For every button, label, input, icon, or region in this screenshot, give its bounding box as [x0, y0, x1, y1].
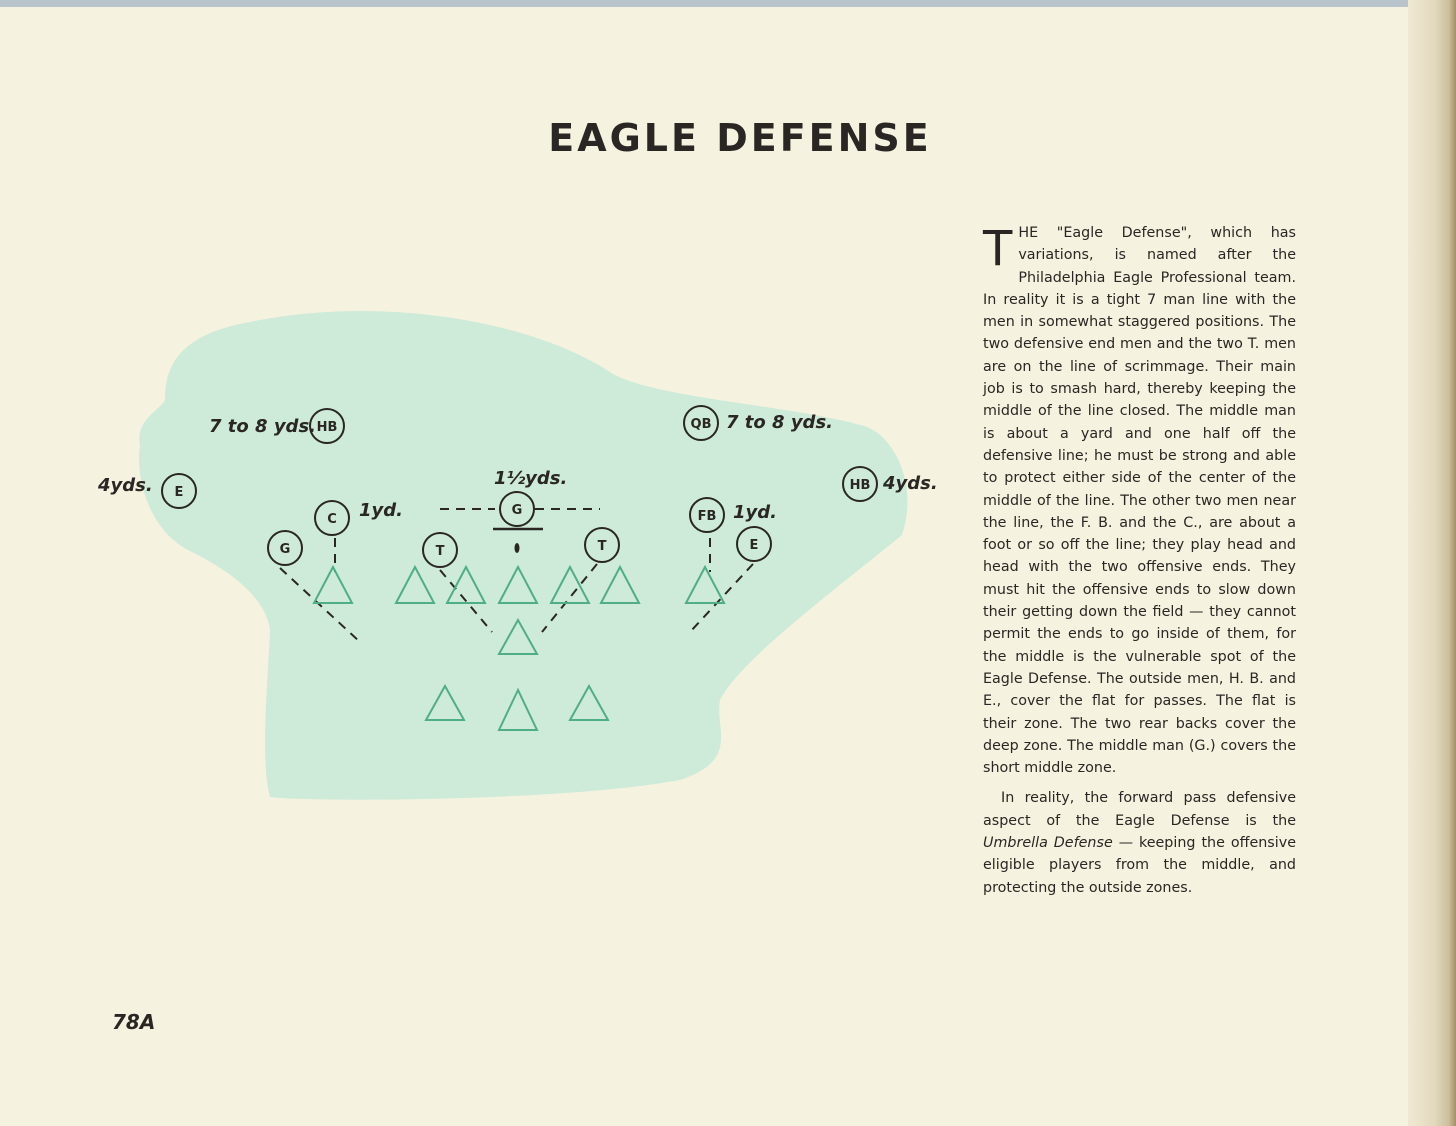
article-paragraph-text: In reality, the forward pass defensive aspect of the Eagle Defense is the: [983, 790, 1296, 829]
depth-note: 4yds.: [98, 475, 153, 496]
page-number: 78A: [112, 1010, 156, 1034]
player-label: G: [511, 503, 523, 518]
player-label: T: [597, 539, 607, 554]
player-label: G: [279, 542, 291, 557]
article-paragraph-text: — keeping the offensive eligible players from the middle, and protecting the outside zones.: [983, 835, 1296, 896]
page-binding-shadow: [1408, 0, 1456, 1126]
umbrella-defense-term: Umbrella Defense: [983, 835, 1113, 852]
article-paragraph: [983, 787, 1296, 898]
scan-top-edge: [0, 0, 1456, 7]
depth-note: 4yds.: [883, 473, 938, 494]
article-paragraph-text: HE "Eagle Defense", which has variations, is named after the Philadelphia Eagle Professional team. In reality it is a tight 7 man line with the men in somewhat staggered positions. The two defensive end men and the two T. men are on the line of scrimmage. Their main job is to smash hard, thereby keeping the middle of the line closed. The middle man is about a yard and one half off the defensive line; he must be strong and able to protect either side of the center of the middle of the line. The other two men near the line, the F. B. and the C., are about a foot or so off the line; they play head and head with the two offensive ends. They must hit the offensive ends to slow down their getting down the field — they cannot permit the ends to go inside of them, for the middle is the vulnerable spot of the Eagle Defense. The outside men, H. B. and E., cover the flat for passes. The flat is their zone. The two rear backs cover the deep zone. The middle man (G.) covers the short middle zone.: [983, 225, 1296, 777]
article-paragraph: [983, 222, 1296, 779]
player-label: FB: [697, 509, 717, 524]
article-text: [983, 222, 1296, 899]
depth-note: 7 to 8 yds.: [726, 412, 833, 433]
depth-note: 7 to 8 yds.: [209, 416, 316, 437]
player-label: HB: [849, 478, 871, 493]
player-label: E: [749, 538, 759, 553]
player-label: C: [327, 512, 337, 527]
drop-cap: T: [983, 221, 1013, 277]
player-label: E: [174, 485, 184, 500]
player-label: QB: [690, 417, 712, 432]
player-label: HB: [316, 420, 338, 435]
field-blob: [139, 311, 907, 800]
depth-note: 1yd.: [359, 500, 403, 521]
page-title: EAGLE DEFENSE: [548, 116, 932, 160]
eagle-defense-diagram: [90, 280, 960, 820]
depth-note: 1yd.: [733, 502, 777, 523]
player-label: T: [435, 544, 445, 559]
depth-note: 1½yds.: [494, 468, 568, 489]
